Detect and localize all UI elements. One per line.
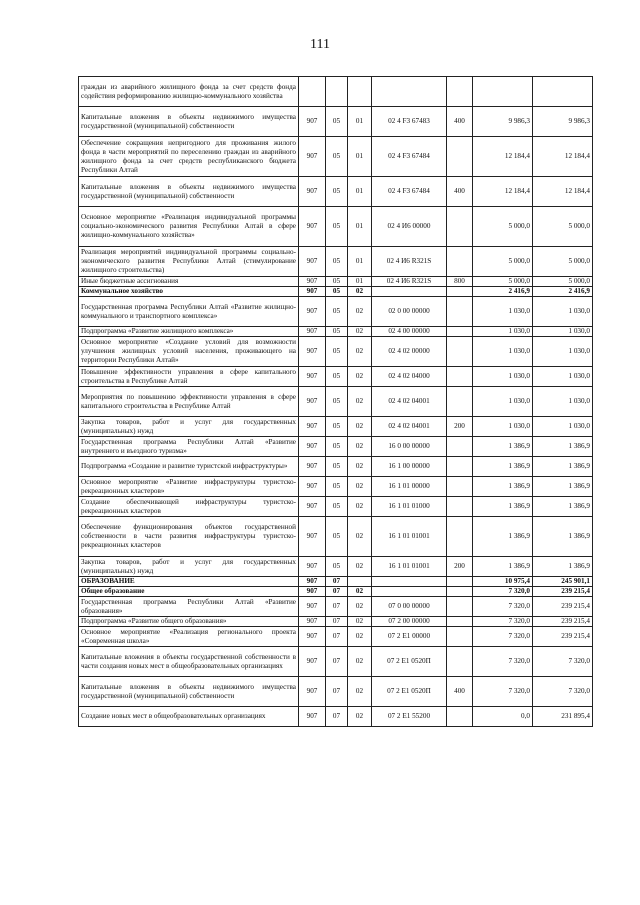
row-amount-1: 9 986,3: [473, 107, 533, 137]
row-expense-type: [447, 327, 473, 337]
row-expense-type: [447, 517, 473, 557]
row-amount-2: 245 901,1: [533, 577, 593, 587]
row-section-code: 05: [326, 417, 348, 437]
row-expense-type: [447, 497, 473, 517]
row-name: Подпрограмма «Развитие общего образования»: [79, 617, 299, 627]
row-section-code: 05: [326, 207, 348, 247]
table-row: [79, 597, 593, 617]
row-amount-1: 7 320,0: [473, 627, 533, 647]
row-section-code: 07: [326, 647, 348, 677]
row-target-article: [372, 587, 447, 597]
table-row: [79, 577, 593, 587]
row-name: Создание обеспечивающей инфраструктуры туристско-рекреационных кластеров: [79, 497, 299, 517]
table-row: [79, 707, 593, 727]
row-expense-type: [447, 77, 473, 107]
row-amount-1: 7 320,0: [473, 677, 533, 707]
row-name: Закупка товаров, работ и услуг для государственных (муниципальных) нужд: [79, 557, 299, 577]
row-amount-2: 12 184,4: [533, 177, 593, 207]
row-amount-2: 1 030,0: [533, 367, 593, 387]
row-section-code: 05: [326, 387, 348, 417]
row-ministry-code: 907: [299, 327, 326, 337]
row-ministry-code: 907: [299, 577, 326, 587]
row-name: Государственная программа Республики Алтай «Развитие внутреннего и въездного туризма»: [79, 437, 299, 457]
row-name: Общее образование: [79, 587, 299, 597]
row-expense-type: [447, 477, 473, 497]
row-name: Государственная программа Республики Алтай «Развитие жилищно-коммунального и транспортного комплекса»: [79, 297, 299, 327]
row-ministry-code: 907: [299, 137, 326, 177]
row-expense-type: 200: [447, 557, 473, 577]
row-ministry-code: [299, 77, 326, 107]
row-section-code: 05: [326, 437, 348, 457]
row-ministry-code: 907: [299, 277, 326, 287]
row-expense-type: [447, 707, 473, 727]
row-expense-type: 800: [447, 277, 473, 287]
row-ministry-code: 907: [299, 617, 326, 627]
row-target-article: 02 4 02 04001: [372, 387, 447, 417]
row-amount-1: 1 386,9: [473, 517, 533, 557]
row-subsection-code: 02: [348, 287, 372, 297]
row-section-code: 07: [326, 707, 348, 727]
row-ministry-code: 907: [299, 107, 326, 137]
row-amount-2: 1 386,9: [533, 437, 593, 457]
row-name: Закупка товаров, работ и услуг для государственных (муниципальных) нужд: [79, 417, 299, 437]
row-target-article: 02 4 02 00000: [372, 337, 447, 367]
row-target-article: 02 4 F3 67483: [372, 107, 447, 137]
page-number: 111: [310, 37, 330, 52]
row-name: Коммунальное хозяйство: [79, 287, 299, 297]
row-ministry-code: 907: [299, 287, 326, 297]
row-amount-2: 1 386,9: [533, 477, 593, 497]
table-row: [79, 457, 593, 477]
table-row: [79, 627, 593, 647]
row-subsection-code: 01: [348, 107, 372, 137]
row-amount-1: 2 416,9: [473, 287, 533, 297]
row-target-article: 02 4 00 00000: [372, 327, 447, 337]
table-row: [79, 517, 593, 557]
row-expense-type: 400: [447, 177, 473, 207]
row-subsection-code: 02: [348, 477, 372, 497]
row-ministry-code: 907: [299, 437, 326, 457]
row-amount-1: 1 030,0: [473, 367, 533, 387]
row-expense-type: [447, 627, 473, 647]
row-amount-2: 7 320,0: [533, 647, 593, 677]
row-amount-2: 5 000,0: [533, 247, 593, 277]
row-ministry-code: 907: [299, 557, 326, 577]
row-section-code: 07: [326, 627, 348, 647]
row-section-code: 05: [326, 177, 348, 207]
row-subsection-code: [348, 77, 372, 107]
row-name: Основное мероприятие «Развитие инфраструктуры туристско-рекреационных кластеров»: [79, 477, 299, 497]
row-amount-1: 1 386,9: [473, 497, 533, 517]
row-expense-type: 400: [447, 107, 473, 137]
table-row: [79, 207, 593, 247]
row-ministry-code: 907: [299, 647, 326, 677]
row-target-article: 02 0 00 00000: [372, 297, 447, 327]
table-row: [79, 137, 593, 177]
row-ministry-code: 907: [299, 707, 326, 727]
row-target-article: 07 2 E1 55200: [372, 707, 447, 727]
row-amount-2: 2 416,9: [533, 287, 593, 297]
row-expense-type: 200: [447, 417, 473, 437]
row-subsection-code: 01: [348, 207, 372, 247]
row-expense-type: [447, 647, 473, 677]
row-target-article: [372, 287, 447, 297]
row-expense-type: [447, 207, 473, 247]
row-name: Мероприятия по повышению эффективности управления в сфере капитального строительства в Республике Алтай: [79, 387, 299, 417]
row-subsection-code: [348, 577, 372, 587]
row-amount-1: 7 320,0: [473, 597, 533, 617]
row-name: Подпрограмма «Создание и развитие туристской инфраструктуры»: [79, 457, 299, 477]
row-expense-type: [447, 297, 473, 327]
row-section-code: 05: [326, 277, 348, 287]
row-section-code: 05: [326, 107, 348, 137]
row-target-article: 02 4 02 04001: [372, 417, 447, 437]
row-name: ОБРАЗОВАНИЕ: [79, 577, 299, 587]
row-subsection-code: 02: [348, 707, 372, 727]
row-name: Капитальные вложения в объекты государственной собственности в части создания новых мест в общеобразовательных организациях: [79, 647, 299, 677]
table-row: [79, 107, 593, 137]
row-name: Обеспечение сокращения непригодного для проживания жилого фонда в части мероприятий по переселению граждан из аварийного жилищного фонда за счет средств республиканского бюджета Республики Алтай: [79, 137, 299, 177]
row-amount-2: 1 386,9: [533, 557, 593, 577]
row-amount-2: 239 215,4: [533, 597, 593, 617]
row-target-article: 02 4 02 04000: [372, 367, 447, 387]
row-section-code: 05: [326, 517, 348, 557]
row-subsection-code: 01: [348, 137, 372, 177]
table-row: [79, 337, 593, 367]
row-ministry-code: 907: [299, 517, 326, 557]
row-subsection-code: 02: [348, 557, 372, 577]
table-row: [79, 437, 593, 457]
row-expense-type: [447, 137, 473, 177]
row-subsection-code: 02: [348, 367, 372, 387]
row-ministry-code: 907: [299, 677, 326, 707]
row-subsection-code: 02: [348, 437, 372, 457]
row-target-article: [372, 77, 447, 107]
row-amount-2: 239 215,4: [533, 587, 593, 597]
row-name: Капитальные вложения в объекты недвижимого имущества государственной (муниципальной) собственности: [79, 677, 299, 707]
row-expense-type: [447, 457, 473, 477]
table-row: [79, 177, 593, 207]
row-amount-2: 1 030,0: [533, 417, 593, 437]
row-subsection-code: 02: [348, 517, 372, 557]
row-expense-type: [447, 587, 473, 597]
row-section-code: 05: [326, 297, 348, 327]
row-target-article: 02 4 И6 R321S: [372, 247, 447, 277]
row-subsection-code: 01: [348, 177, 372, 207]
row-subsection-code: 02: [348, 387, 372, 417]
row-section-code: 05: [326, 287, 348, 297]
table-row: [79, 587, 593, 597]
row-subsection-code: 01: [348, 277, 372, 287]
row-amount-2: 1 030,0: [533, 337, 593, 367]
row-amount-1: 1 030,0: [473, 337, 533, 367]
row-ministry-code: 907: [299, 337, 326, 367]
row-target-article: 16 1 00 00000: [372, 457, 447, 477]
row-target-article: 07 2 E1 0520П: [372, 677, 447, 707]
table-row: [79, 297, 593, 327]
row-section-code: 07: [326, 617, 348, 627]
row-name: Создание новых мест в общеобразовательных организациях: [79, 707, 299, 727]
row-name: Основное мероприятие «Реализация индивидуальной программы социально-экономического развития Республики Алтай в сфере жилищно-коммунального хозяйства»: [79, 207, 299, 247]
row-ministry-code: 907: [299, 497, 326, 517]
row-amount-2: 1 030,0: [533, 297, 593, 327]
row-name: Капитальные вложения в объекты недвижимого имущества государственной (муниципальной) собственности: [79, 177, 299, 207]
row-amount-1: 5 000,0: [473, 207, 533, 247]
row-ministry-code: 907: [299, 247, 326, 277]
row-amount-1: 7 320,0: [473, 587, 533, 597]
row-amount-1: 10 975,4: [473, 577, 533, 587]
row-amount-1: 1 386,9: [473, 557, 533, 577]
table-row: [79, 387, 593, 417]
row-name: Реализация мероприятий индивидуальной программы социально-экономического развития Республики Алтай (стимулирование жилищного строительства): [79, 247, 299, 277]
row-amount-1: 1 030,0: [473, 297, 533, 327]
table-row: [79, 497, 593, 517]
table-row: [79, 617, 593, 627]
row-section-code: 07: [326, 677, 348, 707]
row-ministry-code: 907: [299, 477, 326, 497]
row-amount-1: 12 184,4: [473, 137, 533, 177]
row-section-code: 05: [326, 457, 348, 477]
row-name: Повышение эффективности управления в сфере капитального строительства в Республике Алтай: [79, 367, 299, 387]
row-section-code: [326, 77, 348, 107]
row-subsection-code: 02: [348, 337, 372, 367]
row-amount-2: 239 215,4: [533, 627, 593, 647]
row-ministry-code: 907: [299, 587, 326, 597]
row-expense-type: 400: [447, 677, 473, 707]
row-subsection-code: 02: [348, 677, 372, 707]
row-section-code: 05: [326, 557, 348, 577]
row-ministry-code: 907: [299, 457, 326, 477]
row-name: Основное мероприятие «Создание условий для возможности улучшения жилищных условий населения, проживающего на территории Республики Алтай»: [79, 337, 299, 367]
row-section-code: 05: [326, 367, 348, 387]
row-subsection-code: 02: [348, 647, 372, 677]
row-amount-1: 1 030,0: [473, 327, 533, 337]
row-subsection-code: 02: [348, 457, 372, 477]
row-amount-2: 1 030,0: [533, 327, 593, 337]
row-amount-2: 9 986,3: [533, 107, 593, 137]
row-name: Подпрограмма «Развитие жилищного комплекса»: [79, 327, 299, 337]
row-ministry-code: 907: [299, 177, 326, 207]
row-name: Иные бюджетные ассигнования: [79, 277, 299, 287]
row-section-code: 07: [326, 597, 348, 617]
row-target-article: 16 1 01 01001: [372, 557, 447, 577]
table-row: [79, 477, 593, 497]
row-target-article: 07 2 E1 0520П: [372, 647, 447, 677]
row-target-article: 07 2 00 00000: [372, 617, 447, 627]
row-amount-2: 1 386,9: [533, 497, 593, 517]
row-amount-2: 1 030,0: [533, 387, 593, 417]
row-expense-type: [447, 437, 473, 457]
row-amount-1: [473, 77, 533, 107]
row-target-article: 02 4 И6 R321S: [372, 277, 447, 287]
row-amount-1: 12 184,4: [473, 177, 533, 207]
row-amount-1: 1 386,9: [473, 437, 533, 457]
row-section-code: 05: [326, 137, 348, 177]
row-section-code: 05: [326, 327, 348, 337]
row-section-code: 07: [326, 587, 348, 597]
row-section-code: 05: [326, 477, 348, 497]
row-section-code: 07: [326, 577, 348, 587]
row-section-code: 05: [326, 337, 348, 367]
row-amount-1: 5 000,0: [473, 247, 533, 277]
row-target-article: 16 1 01 01001: [372, 517, 447, 557]
row-ministry-code: 907: [299, 417, 326, 437]
row-subsection-code: 02: [348, 587, 372, 597]
row-expense-type: [447, 617, 473, 627]
row-target-article: 02 4 И6 00000: [372, 207, 447, 247]
table-row: [79, 277, 593, 287]
row-amount-1: 5 000,0: [473, 277, 533, 287]
table-row: [79, 677, 593, 707]
row-ministry-code: 907: [299, 597, 326, 617]
table-row: [79, 417, 593, 437]
row-amount-1: 1 030,0: [473, 387, 533, 417]
row-amount-1: 7 320,0: [473, 647, 533, 677]
row-target-article: 02 4 F3 67484: [372, 177, 447, 207]
row-expense-type: [447, 337, 473, 367]
row-subsection-code: 02: [348, 597, 372, 617]
row-subsection-code: 02: [348, 297, 372, 327]
row-amount-2: [533, 77, 593, 107]
row-amount-2: 239 215,4: [533, 617, 593, 627]
row-target-article: 02 4 F3 67484: [372, 137, 447, 177]
row-amount-1: 0,0: [473, 707, 533, 727]
table-row: [79, 557, 593, 577]
table-row: [79, 287, 593, 297]
row-amount-2: 5 000,0: [533, 277, 593, 287]
row-name: граждан из аварийного жилищного фонда за счет средств фонда содействия реформированию жилищно-коммунального хозяйства: [79, 77, 299, 107]
row-amount-2: 1 386,9: [533, 457, 593, 477]
row-amount-1: 7 320,0: [473, 617, 533, 627]
row-ministry-code: 907: [299, 627, 326, 647]
table-row: [79, 327, 593, 337]
table-row: [79, 247, 593, 277]
table-row: [79, 647, 593, 677]
row-ministry-code: 907: [299, 387, 326, 417]
row-section-code: 05: [326, 497, 348, 517]
row-expense-type: [447, 597, 473, 617]
budget-table: [78, 76, 593, 727]
row-target-article: [372, 577, 447, 587]
row-amount-2: 231 895,4: [533, 707, 593, 727]
row-amount-2: 12 184,4: [533, 137, 593, 177]
row-amount-2: 5 000,0: [533, 207, 593, 247]
row-ministry-code: 907: [299, 297, 326, 327]
row-name: Обеспечение функционирования объектов государственной собственности в части развития инфраструктуры туристско-рекреационных кластеров: [79, 517, 299, 557]
row-expense-type: [447, 387, 473, 417]
row-subsection-code: 02: [348, 327, 372, 337]
row-ministry-code: 907: [299, 207, 326, 247]
row-name: Основное мероприятие «Реализация регионального проекта «Современная школа»: [79, 627, 299, 647]
row-target-article: 07 2 E1 00000: [372, 627, 447, 647]
row-amount-2: 7 320,0: [533, 677, 593, 707]
row-subsection-code: 01: [348, 247, 372, 277]
row-target-article: 16 1 01 01000: [372, 497, 447, 517]
row-ministry-code: 907: [299, 367, 326, 387]
row-subsection-code: 02: [348, 617, 372, 627]
row-target-article: 07 0 00 00000: [372, 597, 447, 617]
row-subsection-code: 02: [348, 497, 372, 517]
budget-table-body: [79, 77, 593, 727]
row-subsection-code: 02: [348, 627, 372, 647]
row-expense-type: [447, 287, 473, 297]
row-target-article: 16 0 00 00000: [372, 437, 447, 457]
table-row: [79, 77, 593, 107]
row-expense-type: [447, 367, 473, 387]
row-expense-type: [447, 577, 473, 587]
row-amount-2: 1 386,9: [533, 517, 593, 557]
row-amount-1: 1 386,9: [473, 477, 533, 497]
table-row: [79, 367, 593, 387]
row-section-code: 05: [326, 247, 348, 277]
row-amount-1: 1 386,9: [473, 457, 533, 477]
row-name: Капитальные вложения в объекты недвижимого имущества государственной (муниципальной) собственности: [79, 107, 299, 137]
row-amount-1: 1 030,0: [473, 417, 533, 437]
row-target-article: 16 1 01 00000: [372, 477, 447, 497]
row-name: Государственная программа Республики Алтай «Развитие образования»: [79, 597, 299, 617]
row-subsection-code: 02: [348, 417, 372, 437]
row-expense-type: [447, 247, 473, 277]
